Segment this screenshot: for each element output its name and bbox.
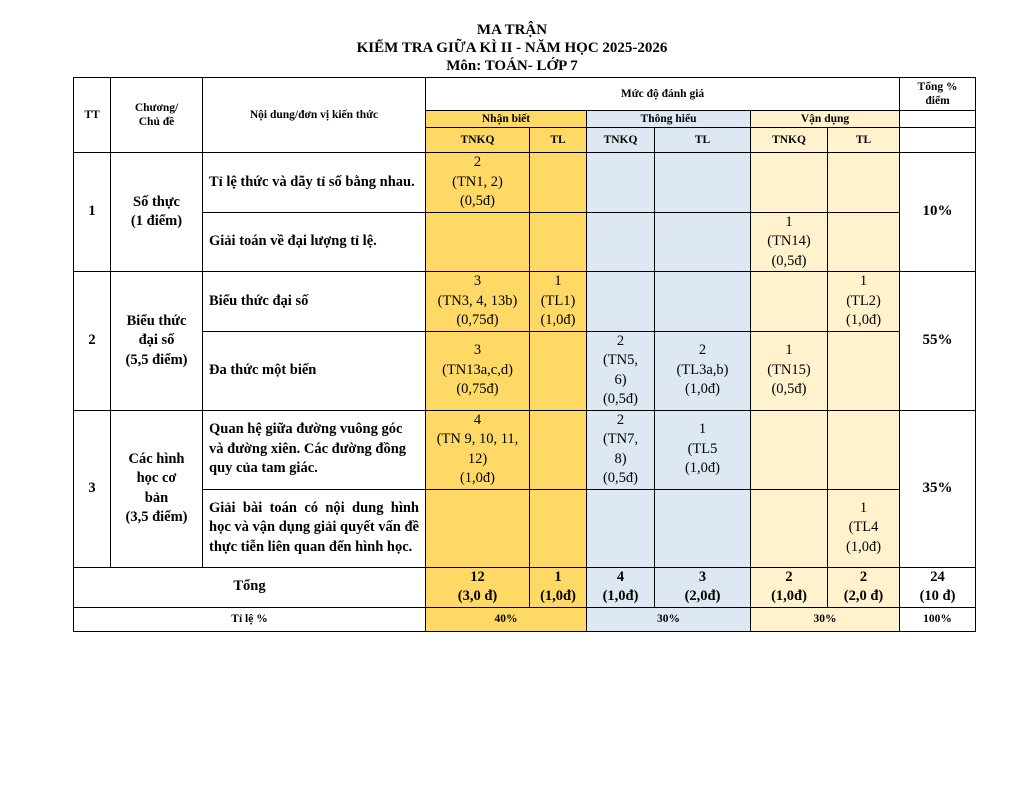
blank-cell	[900, 111, 976, 128]
content-unit: Biểu thức đại số	[203, 272, 426, 332]
cell-vd-tl	[828, 331, 900, 410]
cell-th-tnkq	[587, 153, 655, 213]
cell-vd-tnkq	[751, 272, 828, 332]
doc-subject: Môn: TOÁN- LỚP 7	[446, 58, 578, 74]
topic-number: 3	[74, 410, 111, 567]
cell-vd-tl: 1 (TL4 (1,0đ)	[828, 489, 900, 567]
topic-number: 1	[74, 153, 111, 272]
ratio-total: 100%	[900, 607, 976, 631]
ratio-label: Tỉ lệ %	[74, 607, 426, 631]
topic-percent: 10%	[900, 153, 976, 272]
topic-name: Các hình học cơ bản (3,5 điểm)	[111, 410, 203, 567]
ratio-vandung: 30%	[751, 607, 900, 631]
total-vd-tnkq: 2 (1,0đ)	[751, 567, 828, 607]
cell-nb-tl	[530, 331, 587, 410]
cell-th-tl	[655, 489, 751, 567]
content-unit: Tỉ lệ thức và dãy tỉ số bằng nhau.	[203, 153, 426, 213]
topic-percent: 55%	[900, 272, 976, 411]
cell-vd-tl: 1 (TL2) (1,0đ)	[828, 272, 900, 332]
cell-th-tnkq	[587, 489, 655, 567]
cell-vd-tl	[828, 410, 900, 489]
th-tl-header: TL	[655, 128, 751, 153]
blank-cell	[900, 128, 976, 153]
cell-nb-tl	[530, 489, 587, 567]
cell-vd-tnkq	[751, 489, 828, 567]
cell-nb-tnkq	[426, 212, 530, 272]
cell-nb-tnkq: 3 (TN3, 4, 13b) (0,75đ)	[426, 272, 530, 332]
ratio-nhanbiet: 40%	[426, 607, 587, 631]
cell-th-tnkq: 2 (TN7, 8) (0,5đ)	[587, 410, 655, 489]
doc-subtitle: KIỂM TRA GIỮA KÌ II - NĂM HỌC 2025-2026	[356, 40, 668, 56]
nb-tl-header: TL	[530, 128, 587, 153]
cell-vd-tnkq: 1 (TN15) (0,5đ)	[751, 331, 828, 410]
cell-th-tl: 2 (TL3a,b) (1,0đ)	[655, 331, 751, 410]
total-nb-tl: 1 (1,0đ)	[530, 567, 587, 607]
cell-th-tnkq	[587, 272, 655, 332]
cell-th-tl	[655, 272, 751, 332]
cell-vd-tnkq	[751, 410, 828, 489]
total-nb-tnkq: 12 (3,0 đ)	[426, 567, 530, 607]
level-nhanbiet: Nhận biết	[426, 111, 587, 128]
content-unit: Giải bài toán có nội dung hình học và vận dụng giải quyết vấn đề thực tiễn liên quan đến hình học.	[203, 489, 426, 567]
content-unit: Quan hệ giữa đường vuông góc và đường xiên. Các đường đồng quy của tam giác.	[203, 410, 426, 489]
cell-th-tnkq: 2 (TN5, 6) (0,5đ)	[587, 331, 655, 410]
vd-tnkq-header: TNKQ	[751, 128, 828, 153]
vd-tl-header: TL	[828, 128, 900, 153]
cell-nb-tl	[530, 410, 587, 489]
topic-name: Số thực (1 điểm)	[111, 153, 203, 272]
cell-nb-tnkq: 3 (TN13a,c,d) (0,75đ)	[426, 331, 530, 410]
matrix-table	[73, 77, 976, 632]
ratio-thonghieu: 30%	[587, 607, 751, 631]
col-tt-header: TT	[74, 78, 111, 153]
content-unit: Đa thức một biến	[203, 331, 426, 410]
total-vd-tl: 2 (2,0 đ)	[828, 567, 900, 607]
cell-th-tnkq	[587, 212, 655, 272]
total-label: Tổng	[74, 567, 426, 607]
cell-nb-tnkq: 2 (TN1, 2) (0,5đ)	[426, 153, 530, 213]
topic-number: 2	[74, 272, 111, 411]
total-all: 24 (10 đ)	[900, 567, 976, 607]
col-mucdo-header: Mức độ đánh giá	[426, 78, 900, 111]
level-thonghieu: Thông hiểu	[587, 111, 751, 128]
cell-th-tl	[655, 153, 751, 213]
doc-title: MA TRẬN	[476, 22, 548, 38]
cell-nb-tnkq	[426, 489, 530, 567]
cell-vd-tl	[828, 212, 900, 272]
cell-nb-tl	[530, 212, 587, 272]
level-vandung: Vận dụng	[751, 111, 900, 128]
cell-th-tl: 1 (TL5 (1,0đ)	[655, 410, 751, 489]
cell-nb-tl: 1 (TL1) (1,0đ)	[530, 272, 587, 332]
col-tong-header: Tổng % điểm	[900, 78, 976, 111]
cell-nb-tl	[530, 153, 587, 213]
content-unit: Giải toán về đại lượng tỉ lệ.	[203, 212, 426, 272]
nb-tnkq-header: TNKQ	[426, 128, 530, 153]
col-chuong-header: Chương/ Chủ đề	[111, 78, 203, 153]
cell-vd-tnkq: 1 (TN14) (0,5đ)	[751, 212, 828, 272]
cell-vd-tl	[828, 153, 900, 213]
col-noidung-header: Nội dung/đơn vị kiến thức	[203, 78, 426, 153]
cell-vd-tnkq	[751, 153, 828, 213]
topic-name: Biểu thức đại số (5,5 điểm)	[111, 272, 203, 411]
cell-th-tl	[655, 212, 751, 272]
cell-nb-tnkq: 4 (TN 9, 10, 11, 12) (1,0đ)	[426, 410, 530, 489]
th-tnkq-header: TNKQ	[587, 128, 655, 153]
total-th-tnkq: 4 (1,0đ)	[587, 567, 655, 607]
total-th-tl: 3 (2,0đ)	[655, 567, 751, 607]
topic-percent: 35%	[900, 410, 976, 567]
